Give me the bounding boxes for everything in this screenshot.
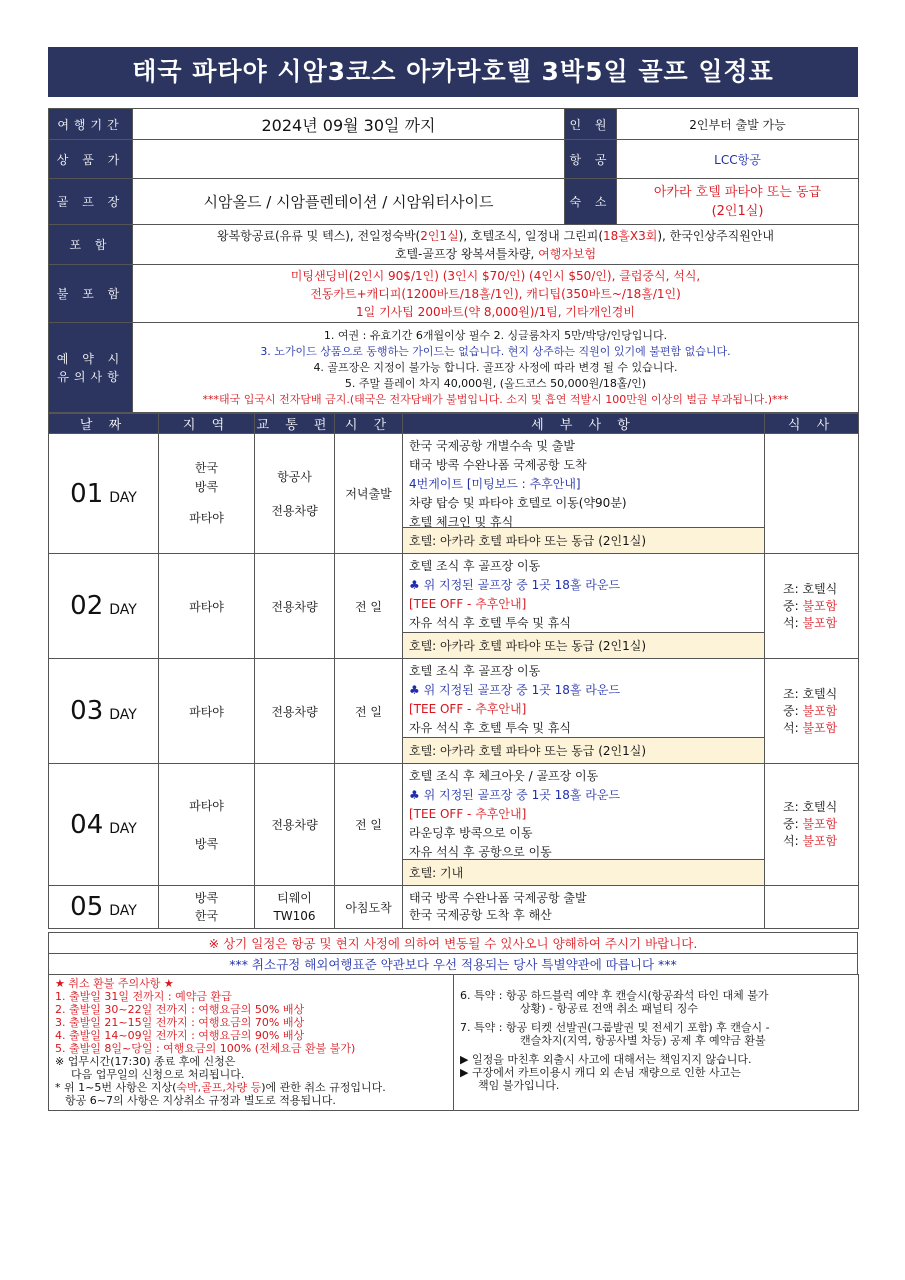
cancel-line: * 위 1~5번 사항은 지상(숙박,골프,차량 등)에 관한 취소 규정입니다. xyxy=(55,1081,386,1094)
day-meals: 조: 호텔식 중: 불포함 석: 불포함 xyxy=(765,764,859,886)
day-time: 전 일 xyxy=(335,554,403,659)
day-region: 한국 방콕 파타야 xyxy=(159,434,255,554)
table-row xyxy=(49,764,859,886)
period-label: 여행기간 xyxy=(49,109,133,140)
day-time: 전 일 xyxy=(335,764,403,886)
notice-label xyxy=(49,323,133,413)
table-row xyxy=(49,659,859,764)
day-transport: 전용차량 xyxy=(255,554,335,659)
golf-label: 골 프 장 xyxy=(49,179,133,225)
hotel-line: 호텔: 기내 xyxy=(403,859,764,885)
hotel-line: 호텔: 아카라 호텔 파타야 또는 동급 (2인1실) xyxy=(403,527,764,553)
cancel-line: 2. 출발일 30~22일 전까지 : 여행요금의 50% 배상 xyxy=(55,1003,305,1016)
special-term: 6. 특약 : 항공 하드블럭 예약 후 캔슬시(항공좌석 타인 대체 불가 xyxy=(460,989,769,1002)
stay-label: 숙 소 xyxy=(565,179,617,225)
exclude-value xyxy=(133,265,859,323)
day-detail xyxy=(403,886,765,929)
day-detail xyxy=(403,554,765,659)
cancel-line: 1. 출발일 31일 전까지 : 예약금 환급 xyxy=(55,990,232,1003)
cancel-line: 4. 출발일 14~09일 전까지 : 여행요금의 90% 배상 xyxy=(55,1029,305,1042)
special-term: 상황) - 항공료 전액 취소 패널티 징수 xyxy=(520,1002,699,1015)
cancel-line: 3. 출발일 21~15일 전까지 : 여행요금의 70% 배상 xyxy=(55,1016,305,1029)
day-number: 03 DAY xyxy=(49,659,159,764)
notice-line: 5. 주말 플레이 차지 40,000원, (올드코스 50,000원/18홀/인) xyxy=(344,376,647,390)
day-number: 04 DAY xyxy=(49,764,159,886)
special-term: 7. 특약 : 항공 티켓 선발권(그룹발권 및 전세기 포함) 후 캔슬시 - xyxy=(460,1021,770,1034)
detail-line: 라운딩후 방콕으로 이동 xyxy=(409,826,533,840)
cancel-line: 다음 업무일의 신청으로 처리됩니다. xyxy=(71,1068,245,1081)
day-transport: 항공사 전용차량 xyxy=(255,434,335,554)
include-text: 호텔-골프장 왕복셔틀차량, xyxy=(394,246,539,261)
special-term: 캔슬차지(지역, 항공사별 차등) 공제 후 예약금 환불 xyxy=(520,1034,766,1047)
detail-line: 호텔 조식 후 체크아웃 / 골프장 이동 xyxy=(409,769,599,783)
header-details: 세 부 사 항 xyxy=(403,414,765,434)
include-value xyxy=(133,225,859,265)
exclude-line: 1일 기사팁 200바트(약 8,000원)/1팀, 기타개인경비 xyxy=(356,304,635,319)
info-table xyxy=(48,108,859,413)
header-time: 시 간 xyxy=(335,414,403,434)
day-meals xyxy=(765,434,859,554)
detail-line: [TEE OFF - 추후안내] xyxy=(409,702,527,716)
cancel-line: ※ 업무시간(17:30) 종료 후에 신청은 xyxy=(55,1055,236,1068)
include-text: ), 호텔조식, 일정내 그린피( xyxy=(458,228,604,243)
cancel-title: ★ 취소 환불 주의사항 ★ xyxy=(55,977,174,990)
detail-line: 한국 국제공항 도착 후 해산 xyxy=(409,908,552,922)
include-insurance: 여행자보험 xyxy=(538,246,597,261)
day-meals: 조: 호텔식 중: 불포함 석: 불포함 xyxy=(765,554,859,659)
day-detail xyxy=(403,434,765,554)
include-label: 포 함 xyxy=(49,225,133,265)
price-value xyxy=(133,140,565,179)
table-row xyxy=(49,434,859,554)
special-term: ▶ 일정을 마친후 외출시 사고에 대해서는 책임지지 않습니다. xyxy=(460,1053,752,1066)
detail-line: 호텔 조식 후 골프장 이동 xyxy=(409,559,541,573)
day-transport: 전용차량 xyxy=(255,659,335,764)
detail-line: ♣ 위 지정된 골프장 중 1곳 18홀 라운드 xyxy=(409,578,621,592)
table-row xyxy=(49,886,859,929)
notice-line: 1. 여권 : 유효기간 6개월이상 필수 2. 싱글룸차지 5만/박당/인당입니다. xyxy=(323,328,668,342)
detail-line: 4번게이트 [미팅보드 : 추후안내] xyxy=(409,477,581,491)
detail-line: ♣ 위 지정된 골프장 중 1곳 18홀 라운드 xyxy=(409,683,621,697)
notice-label-1: 예 약 시 xyxy=(56,351,125,366)
detail-line: [TEE OFF - 추후안내] xyxy=(409,597,527,611)
header-transport: 교 통 편 xyxy=(255,414,335,434)
day-region: 파타야 방콕 xyxy=(159,764,255,886)
detail-line: 태국 방콕 수완나폼 국제공항 출발 xyxy=(409,891,587,905)
table-row xyxy=(49,554,859,659)
cancel-rules-left xyxy=(49,975,454,1111)
stay-value-room: (2인1실) xyxy=(711,203,764,219)
cancel-rules-right xyxy=(454,975,859,1111)
header-date: 날 짜 xyxy=(49,414,159,434)
notice-value xyxy=(133,323,859,413)
day-region: 방콕 한국 xyxy=(159,886,255,929)
day-region: 파타야 xyxy=(159,659,255,764)
day-region: 파타야 xyxy=(159,554,255,659)
golf-value: 시암올드 / 시암플렌테이션 / 시암워터사이드 xyxy=(133,179,565,225)
special-term: ▶ 구장에서 카트이용시 캐디 외 손님 재량으로 인한 사고는 xyxy=(460,1066,741,1079)
day-time: 저녁출발 xyxy=(335,434,403,554)
day-number: 01 DAY xyxy=(49,434,159,554)
notice-label-2: 유의사항 xyxy=(57,369,124,384)
day-time: 전 일 xyxy=(335,659,403,764)
hotel-line: 호텔: 아카라 호텔 파타야 또는 동급 (2인1실) xyxy=(403,632,764,658)
day-transport: 티웨이 TW106 xyxy=(255,886,335,929)
day-meals xyxy=(765,886,859,929)
hotel-line: 호텔: 아카라 호텔 파타야 또는 동급 (2인1실) xyxy=(403,737,764,763)
page-title: 태국 파타야 시암3코스 아카라호텔 3박5일 골프 일정표 xyxy=(48,47,858,97)
people-value: 2인부터 출발 가능 xyxy=(617,109,859,140)
detail-line: ♣ 위 지정된 골프장 중 1곳 18홀 라운드 xyxy=(409,788,621,802)
cancellation-policy-note: *** 취소규정 해외여행표준 약관보다 우선 적용되는 당사 특별약관에 따릅니다 *** xyxy=(49,954,858,975)
air-value: LCC항공 xyxy=(617,140,859,179)
include-text: ), 한국인상주직원안내 xyxy=(657,228,774,243)
detail-line: 자유 석식 후 호텔 투숙 및 휴식 xyxy=(409,721,571,735)
include-text: 왕복항공료(유류 및 텍스), 전일정숙박( xyxy=(217,228,421,243)
cancel-line: 항공 6~7의 사항은 지상취소 규정과 별도로 적용됩니다. xyxy=(65,1094,336,1107)
detail-line: 호텔 체크인 및 휴식 xyxy=(409,515,514,529)
cancel-line: 5. 출발일 8일~당일 : 여행요금의 100% (전체요금 환불 불가) xyxy=(55,1042,356,1055)
notice-line: ***태국 입국시 전자담배 금지.(태국은 전자담배가 불법입니다. 소지 및 흡연 적발시 100만원 이상의 벌금 부과됩니다.)*** xyxy=(202,392,789,406)
stay-value xyxy=(617,179,859,225)
header-region: 지 역 xyxy=(159,414,255,434)
detail-line: 자유 석식 후 호텔 투숙 및 휴식 xyxy=(409,616,571,630)
day-number: 05 DAY xyxy=(49,886,159,929)
day-number: 02 DAY xyxy=(49,554,159,659)
period-value: 2024년 09월 30일 까지 xyxy=(133,109,565,140)
notes-table xyxy=(48,932,858,975)
price-label: 상 품 가 xyxy=(49,140,133,179)
day-detail xyxy=(403,764,765,886)
notice-line: 3. 노가이드 상품으로 동행하는 가이드는 없습니다. 현지 상주하는 직원이 있기에 불편함 없습니다. xyxy=(260,344,731,358)
detail-line: 호텔 조식 후 골프장 이동 xyxy=(409,664,541,678)
cancel-table xyxy=(48,974,859,1111)
detail-line: 자유 석식 후 공항으로 이동 xyxy=(409,845,552,859)
air-label: 항 공 xyxy=(565,140,617,179)
include-room: 2인1실 xyxy=(420,228,459,243)
day-time: 아침도착 xyxy=(335,886,403,929)
day-transport: 전용차량 xyxy=(255,764,335,886)
detail-line: [TEE OFF - 추후안내] xyxy=(409,807,527,821)
detail-line: 차량 탑승 및 파타야 호텔로 이동(약90분) xyxy=(409,496,627,510)
day-detail xyxy=(403,659,765,764)
schedule-change-note: ※ 상기 일정은 항공 및 현지 사정에 의하여 변동될 수 있사오니 양해하여 주시기 바랍니다. xyxy=(49,933,858,954)
exclude-line: 미팅샌딩비(2인시 90$/1인) (3인시 $70/인) (4인시 $50/인), 클럽중식, 석식, xyxy=(290,268,701,283)
day-meals: 조: 호텔식 중: 불포함 석: 불포함 xyxy=(765,659,859,764)
header-meals: 식 사 xyxy=(765,414,859,434)
special-term: 책임 불가입니다. xyxy=(478,1079,560,1092)
include-rounds: 18홀X3회 xyxy=(603,228,658,243)
detail-line: 태국 방콕 수완나폼 국제공항 도착 xyxy=(409,458,587,472)
people-label: 인 원 xyxy=(565,109,617,140)
exclude-line: 전동카트+캐디피(1200바트/18홀/1인), 캐디팁(350바트~/18홀/1인) xyxy=(310,286,681,301)
stay-value-hotel: 아카라 호텔 파타야 또는 동급 xyxy=(653,184,822,200)
exclude-label: 불 포 함 xyxy=(49,265,133,323)
schedule-table xyxy=(48,413,859,929)
detail-line: 한국 국제공항 개별수속 및 출발 xyxy=(409,439,575,453)
notice-line: 4. 골프장은 지정이 불가능 합니다. 골프장 사정에 따라 변경 될 수 있습니다. xyxy=(313,360,678,374)
